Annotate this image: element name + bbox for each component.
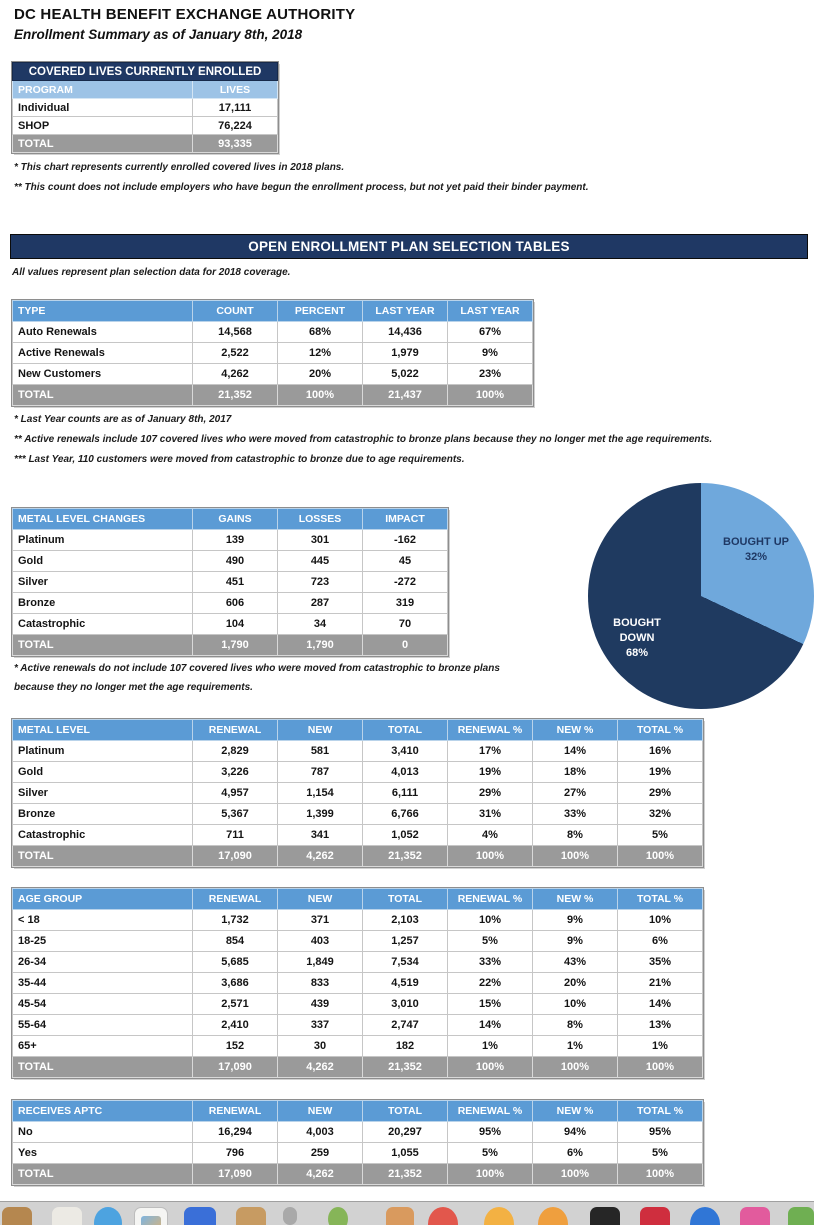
table-cell: 29% [618,783,703,804]
table-cell: 711 [193,825,278,846]
table-cell: 100% [618,1164,703,1185]
report-page [0,6,814,1185]
footnote: * Active renewals do not include 107 covered lives who were moved from catastrophic to bronze plans [14,663,500,674]
table-cell: 451 [193,572,278,593]
table-cell: Platinum [13,741,193,762]
table-cell: 33% [533,804,618,825]
column-header: NEW % [533,1101,618,1122]
table-cell: 796 [193,1143,278,1164]
table-cell: 7,534 [363,952,448,973]
table-cell: 30 [278,1036,363,1057]
column-header: TOTAL % [618,889,703,910]
table-cell: 1,052 [363,825,448,846]
table-cell: 2,103 [363,910,448,931]
table-cell: 20,297 [363,1122,448,1143]
table-cell: 4,262 [278,1057,363,1078]
total-row [13,846,703,867]
table-cell: 4,013 [363,762,448,783]
column-header: RECEIVES APTC [13,1101,193,1122]
table-cell: Gold [13,551,193,572]
table-cell: 14,568 [193,322,278,343]
table-cell: 3,410 [363,741,448,762]
table-row [13,1015,703,1036]
table-cell: Silver [13,783,193,804]
data-table [12,888,703,1078]
table-cell: Auto Renewals [13,322,193,343]
column-header: RENEWAL [193,1101,278,1122]
column-header: LIVES [193,81,278,99]
column-header: PERCENT [278,301,363,322]
table-cell: 70 [363,614,448,635]
table-cell: 21,437 [363,385,448,406]
table-cell: 341 [278,825,363,846]
table-cell: 45 [363,551,448,572]
table-cell: 10% [533,994,618,1015]
column-header: AGE GROUP [13,889,193,910]
header-row [13,301,533,322]
table-cell: Platinum [13,530,193,551]
footnote: * Last Year counts are as of January 8th, 2017 [14,414,232,425]
table-cell: 14,436 [363,322,448,343]
table-cell: Silver [13,572,193,593]
table-cell: 2,571 [193,994,278,1015]
table-row [13,572,448,593]
table-cell: TOTAL [13,1164,193,1185]
table-row [13,783,703,804]
table-row [13,322,533,343]
book-icon[interactable] [386,1207,414,1225]
total-row [13,635,448,656]
table-cell: 95% [448,1122,533,1143]
itunes-icon[interactable] [640,1207,670,1225]
table-cell: 14% [533,741,618,762]
table-cell: 76,224 [193,117,278,135]
column-header: TYPE [13,301,193,322]
page-title: DC HEALTH BENEFIT EXCHANGE AUTHORITY [14,6,356,23]
table-cell: 403 [278,931,363,952]
table-cell: 1% [618,1036,703,1057]
table-cell: 17,111 [193,99,278,117]
age-group-table [12,888,814,1078]
table-cell: Bronze [13,593,193,614]
contacts-icon[interactable] [538,1207,568,1225]
table-cell: 1,849 [278,952,363,973]
table-cell: 4,519 [363,973,448,994]
table-row [13,910,703,931]
table-cell: 100% [448,385,533,406]
table-cell: 1,257 [363,931,448,952]
table-cell: Bronze [13,804,193,825]
table-row [13,551,448,572]
data-table [12,719,703,867]
table-cell: 35-44 [13,973,193,994]
table-cell: 319 [363,593,448,614]
table-cell: 259 [278,1143,363,1164]
table-cell: 55-64 [13,1015,193,1036]
table-cell: 1,732 [193,910,278,931]
table-cell: 19% [618,762,703,783]
table-row [13,825,703,846]
table-cell: 1,790 [193,635,278,656]
table-cell: 100% [618,1057,703,1078]
table-cell: 94% [533,1122,618,1143]
table-cell: 20% [278,364,363,385]
table-cell: 17,090 [193,1057,278,1078]
table-cell: 21,352 [363,846,448,867]
table-cell: 723 [278,572,363,593]
table-cell: -162 [363,530,448,551]
table-row [13,343,533,364]
table-cell: -272 [363,572,448,593]
globe-icon[interactable] [94,1207,122,1225]
column-header: RENEWAL [193,889,278,910]
footnote: ** Active renewals include 107 covered lives who were moved from catastrophic to bronze plans because they no longer met the age requirements. [14,434,713,445]
section-note: All values represent plan selection data for 2018 coverage. [12,267,291,278]
mail-icon[interactable] [184,1207,216,1225]
pie-label-bought-down [599,616,675,661]
table-cell: 787 [278,762,363,783]
table-cell: 19% [448,762,533,783]
table-cell: 606 [193,593,278,614]
header-row [13,720,703,741]
column-header: LAST YEAR [363,301,448,322]
table-cell: TOTAL [13,1057,193,1078]
table-cell: 439 [278,994,363,1015]
table-cell: 6,111 [363,783,448,804]
table-cell: 65+ [13,1036,193,1057]
column-header: TOTAL [363,1101,448,1122]
total-row [13,135,278,153]
table-row [13,931,703,952]
footnote: * This chart represents currently enrolled covered lives in 2018 plans. [14,162,345,173]
table-row [13,593,448,614]
table-cell: Catastrophic [13,614,193,635]
column-header: NEW % [533,720,618,741]
table-row [13,973,703,994]
metal-level-table [12,719,814,867]
table-row [13,614,448,635]
column-header: RENEWAL % [448,889,533,910]
table-cell: TOTAL [13,135,193,153]
pie-slice-value: 68% [625,647,649,659]
table-cell: 8% [533,1015,618,1036]
table-cell: 1% [448,1036,533,1057]
table-cell: 43% [533,952,618,973]
table-cell: 4,957 [193,783,278,804]
terminal-icon[interactable] [590,1207,620,1225]
table-cell: 45-54 [13,994,193,1015]
table-cell: 31% [448,804,533,825]
data-table [12,508,448,656]
table-cell: 9% [533,910,618,931]
column-header: IMPACT [363,509,448,530]
table-cell: 16% [618,741,703,762]
table-cell: 67% [448,322,533,343]
table-cell: 5% [618,825,703,846]
table-cell: 22% [448,973,533,994]
table-row [13,804,703,825]
table-cell: TOTAL [13,635,193,656]
table-cell: 100% [618,846,703,867]
box-icon[interactable] [52,1207,82,1225]
table-cell: 23% [448,364,533,385]
table-cell: Active Renewals [13,343,193,364]
table-cell: 581 [278,741,363,762]
table-cell: 21% [618,973,703,994]
table-cell: 5,685 [193,952,278,973]
table-title-row [13,63,278,81]
table-cell: 33% [448,952,533,973]
table-cell: 15% [448,994,533,1015]
table-cell: 95% [618,1122,703,1143]
covered-lives-table [12,62,814,153]
table-cell: 18-25 [13,931,193,952]
calendar-icon[interactable] [236,1207,266,1225]
column-header: NEW [278,889,363,910]
table-cell: 100% [448,846,533,867]
table-cell: 10% [618,910,703,931]
table-cell: 5,022 [363,364,448,385]
total-row [13,1164,703,1185]
table-cell: 1,154 [278,783,363,804]
data-table [12,300,533,406]
column-header: TOTAL % [618,1101,703,1122]
table-cell: 2,410 [193,1015,278,1036]
table-cell: 6% [618,931,703,952]
maps-icon[interactable] [788,1207,814,1225]
launchpad-icon[interactable] [484,1207,514,1225]
table-cell: 5% [618,1143,703,1164]
table-cell: 139 [193,530,278,551]
footnote: because they no longer met the age requirements. [14,682,253,693]
table-cell: 20% [533,973,618,994]
column-header: GAINS [193,509,278,530]
table-cell: 337 [278,1015,363,1036]
table-cell: 445 [278,551,363,572]
pie-chart [588,483,814,709]
header-row [13,509,448,530]
table-cell: 9% [448,343,533,364]
table-cell: 21,352 [363,1164,448,1185]
table-cell: 14% [618,994,703,1015]
table-cell: 9% [533,931,618,952]
column-header: METAL LEVEL CHANGES [13,509,193,530]
pages-icon[interactable] [740,1207,770,1225]
pie-slice-value: 32% [744,551,768,563]
table-cell: TOTAL [13,385,193,406]
table-cell: 16,294 [193,1122,278,1143]
table-cell: 4,262 [193,364,278,385]
column-header: NEW [278,1101,363,1122]
table-cell: 13% [618,1015,703,1036]
table-cell: 4,262 [278,1164,363,1185]
table-cell: 26-34 [13,952,193,973]
table-cell: 68% [278,322,363,343]
section-banner-title: OPEN ENROLLMENT PLAN SELECTION TABLES [248,239,570,254]
pie-slice-label: BOUGHT DOWN [613,617,661,644]
column-header: NEW % [533,889,618,910]
table-cell: 18% [533,762,618,783]
table-cell: 32% [618,804,703,825]
table-cell: 854 [193,931,278,952]
table-cell: 104 [193,614,278,635]
table-row [13,530,448,551]
table-row [13,762,703,783]
table-cell: Individual [13,99,193,117]
table-cell: 4,003 [278,1122,363,1143]
table-cell: 833 [278,973,363,994]
footnote: ** This count does not include employers who have begun the enrollment process, but not yet paid their binder payment. [14,182,589,193]
table-cell: 100% [448,1164,533,1185]
header-row [13,1101,703,1122]
leaf-icon[interactable] [328,1207,348,1225]
column-header: PROGRAM [13,81,193,99]
table-cell: 490 [193,551,278,572]
table-cell: 12% [278,343,363,364]
table-cell: 29% [448,783,533,804]
table-cell: 93,335 [193,135,278,153]
column-header: TOTAL % [618,720,703,741]
table-cell: < 18 [13,910,193,931]
column-header: NEW [278,720,363,741]
table-cell: No [13,1122,193,1143]
header-row [13,81,278,99]
table-row [13,99,278,117]
table-cell: 17,090 [193,846,278,867]
table-cell: 100% [533,1057,618,1078]
table-cell: 287 [278,593,363,614]
table-cell: 3,686 [193,973,278,994]
table-cell: 5,367 [193,804,278,825]
table-cell: 21,352 [193,385,278,406]
appstore-icon[interactable] [690,1207,720,1225]
table-cell: Yes [13,1143,193,1164]
column-header: RENEWAL % [448,1101,533,1122]
photo-thumbnail [141,1216,160,1225]
table-cell: TOTAL [13,846,193,867]
table-cell: 10% [448,910,533,931]
column-header: TOTAL [363,889,448,910]
table-cell: 1% [533,1036,618,1057]
table-cell: 34 [278,614,363,635]
table-row [13,117,278,135]
table-cell: 17,090 [193,1164,278,1185]
table-cell: 371 [278,910,363,931]
pie-slice-label: BOUGHT UP [723,536,789,548]
table-cell: 6% [533,1143,618,1164]
column-header: RENEWAL % [448,720,533,741]
table-cell: 6,766 [363,804,448,825]
table-cell: 35% [618,952,703,973]
table-cell: New Customers [13,364,193,385]
table-row [13,1143,703,1164]
table-cell: 100% [448,1057,533,1078]
table-cell: 17% [448,741,533,762]
table-cell: 2,747 [363,1015,448,1036]
column-header: RENEWAL [193,720,278,741]
table-cell: 27% [533,783,618,804]
table-row [13,741,703,762]
table-cell: 21,352 [363,1057,448,1078]
table-cell: 4,262 [278,846,363,867]
clip-icon[interactable] [283,1207,297,1225]
column-header: COUNT [193,301,278,322]
table-cell: 182 [363,1036,448,1057]
column-header: TOTAL [363,720,448,741]
table-row [13,994,703,1015]
data-table [12,62,278,153]
data-table [12,1100,703,1185]
table-cell: 152 [193,1036,278,1057]
table-cell: 5% [448,1143,533,1164]
table-row [13,1122,703,1143]
table-cell: 1,399 [278,804,363,825]
table-cell: 4% [448,825,533,846]
page-subtitle: Enrollment Summary as of January 8th, 2018 [14,27,303,42]
table-cell: 8% [533,825,618,846]
enrollment-type-table [12,300,814,406]
table-cell: 100% [533,846,618,867]
table-cell: 301 [278,530,363,551]
table-cell: 1,790 [278,635,363,656]
music-icon[interactable] [428,1207,458,1225]
table-cell: 14% [448,1015,533,1036]
table-row [13,364,533,385]
table-cell: 0 [363,635,448,656]
table-cell: 100% [278,385,363,406]
table-cell: 1,979 [363,343,448,364]
footnote: *** Last Year, 110 customers were moved from catastrophic to bronze due to age requirements. [14,454,465,465]
table-cell: 3,226 [193,762,278,783]
dock [0,1201,814,1225]
total-row [13,1057,703,1078]
table-cell: Gold [13,762,193,783]
total-row [13,385,533,406]
folder-icon[interactable] [2,1207,32,1225]
column-header: LOSSES [278,509,363,530]
table-cell: 5% [448,931,533,952]
table-cell: 2,829 [193,741,278,762]
receives-aptc-table [12,1100,814,1185]
table-cell: Catastrophic [13,825,193,846]
table-cell: 3,010 [363,994,448,1015]
table-title: COVERED LIVES CURRENTLY ENROLLED [13,63,278,81]
column-header: LAST YEAR [448,301,533,322]
table-row [13,1036,703,1057]
pie-label-bought-up [718,535,794,565]
section-banner [10,234,808,259]
column-header: METAL LEVEL [13,720,193,741]
table-cell: SHOP [13,117,193,135]
photos-icon[interactable] [134,1207,168,1225]
header-row [13,889,703,910]
table-cell: 100% [533,1164,618,1185]
table-cell: 2,522 [193,343,278,364]
table-row [13,952,703,973]
table-cell: 1,055 [363,1143,448,1164]
